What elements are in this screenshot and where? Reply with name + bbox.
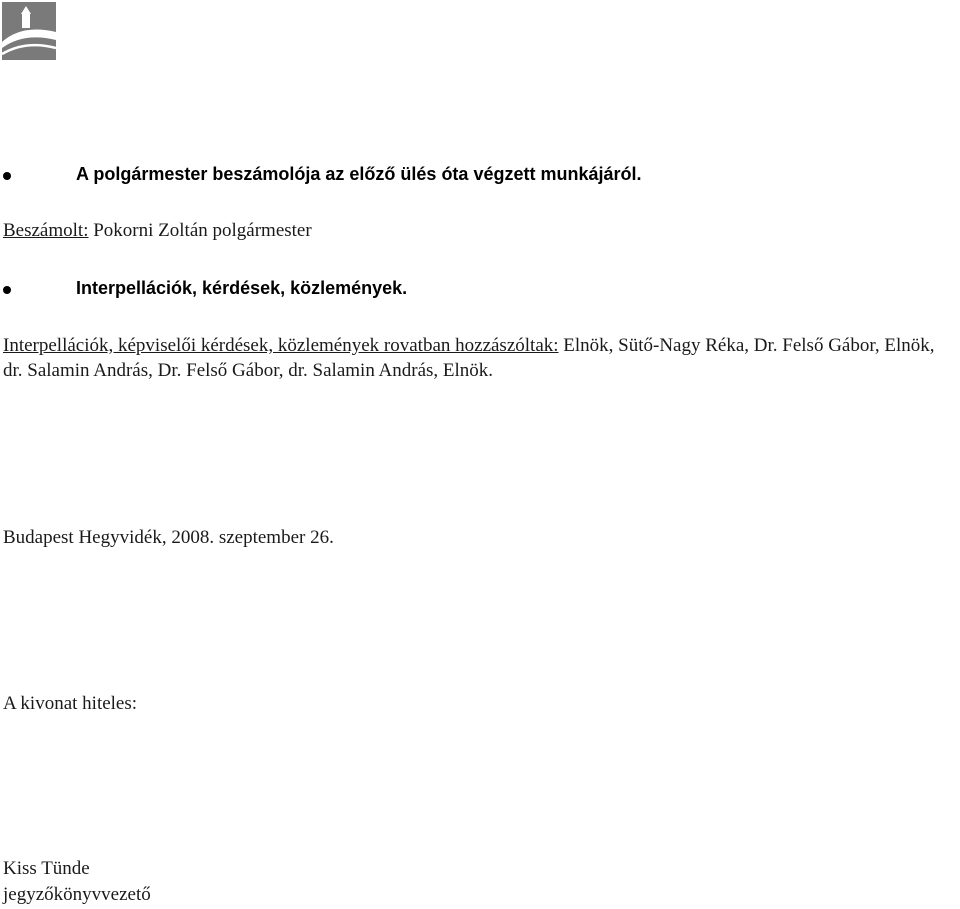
interpellation-speakers: Elnök, Sütő-Nagy Réka, Dr. Felső Gábor, Elnök, dr. Salamin András, Dr. Felső Gábor, dr. Salamin András, Elnök. — [3, 335, 935, 381]
bullet-icon — [3, 172, 11, 180]
interpellation-paragraph — [3, 333, 953, 383]
bullet-icon — [3, 286, 11, 294]
reporter-name: Pokorni Zoltán polgármester — [88, 220, 312, 241]
certified-label: A kivonat hiteles: — [3, 693, 138, 714]
hill-building-logo — [2, 2, 56, 60]
interpellation-label: Interpellációk, képviselői kérdések, közlemények rovatban hozzászóltak: — [3, 335, 559, 356]
date-line: Budapest Hegyvidék, 2008. szeptember 26. — [3, 527, 334, 548]
agenda-item-title: A polgármester beszámolója az előző ülés óta végzett munkájáról. — [76, 164, 642, 184]
signer-role: jegyzőkönyvvezető — [3, 884, 151, 905]
signer-name: Kiss Tünde — [3, 858, 90, 879]
reporter-line — [3, 218, 312, 243]
agenda-item-title: Interpellációk, kérdések, közlemények. — [76, 278, 408, 298]
reporter-label: Beszámolt: — [3, 220, 89, 241]
